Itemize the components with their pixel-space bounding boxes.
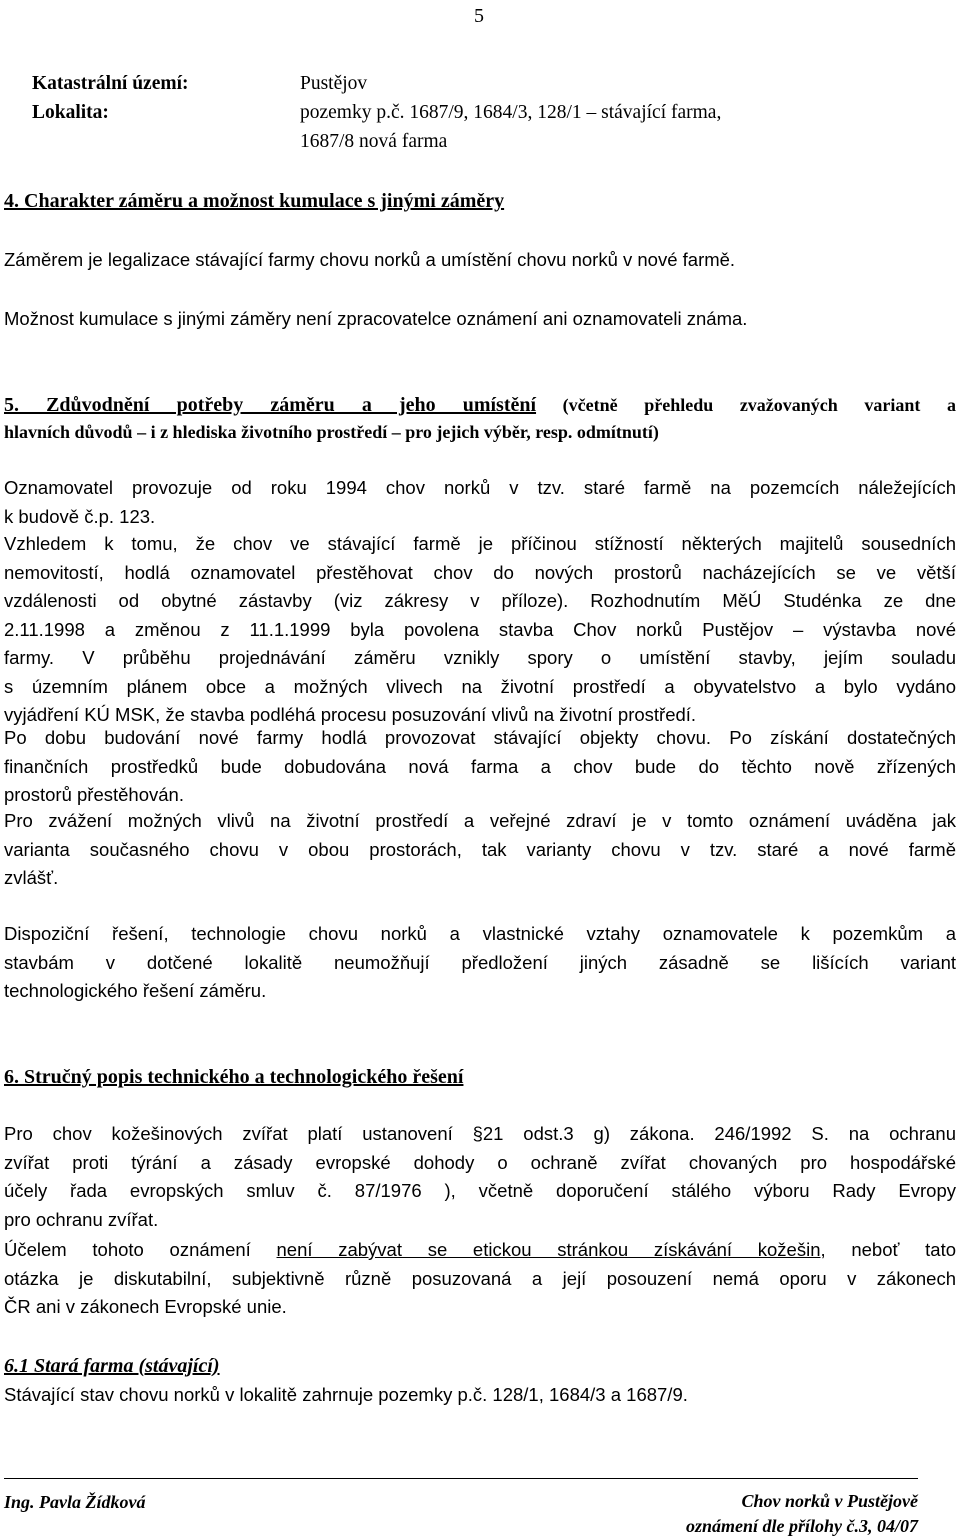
section-4-paragraph-2: Možnost kumulace s jinými záměry není zpracovatelce oznámení ani oznamovateli známa. (4, 308, 748, 329)
footer-author: Ing. Pavla Žídková (4, 1492, 146, 1512)
section-5-title-note: (včetně přehledu zvažovaných variant a (536, 395, 956, 415)
section-5-p3-line: Po dobu budování nové farmy hodlá provozovat stávající objekty chovu. Po získání dostatečných (4, 727, 956, 748)
section-5-p1-line1: Oznamovatel provozuje od roku 1994 chov norků v tzv. staré farmě na pozemcích náležejících (4, 477, 956, 498)
footer-title: Chov norků v Pustějově (741, 1491, 918, 1511)
section-6-p2-line: otázka je diskutabilní, subjektivně různě posuzovaná a její posouzení nemá oporu v zákonech (4, 1267, 956, 1289)
section-6-heading: 6. Stručný popis technického a technologického řešení (4, 1066, 464, 1088)
section-4-heading: 4. Charakter záměru a možnost kumulace s jinými záměry (4, 190, 505, 212)
section-6-p2-line1 (4, 1236, 956, 1265)
section-5-p5-line: Dispoziční řešení, technologie chovu norků a vlastnické vztahy oznamovatele k pozemkům a (4, 923, 956, 944)
meta-value-locality-line2: 1687/8 nová farma (300, 131, 448, 152)
section-6-p2-underlined: není zabývat se etickou stránkou získávání kožešin (276, 1239, 821, 1260)
meta-value-locality-line1: pozemky p.č. 1687/9, 1684/3, 128/1 – stávající farma, (300, 102, 722, 123)
section-6-p1-line: účely řada evropských smluv č. 87/1976 ), včetně doporučení stálého výboru Rady Evropy (4, 1180, 956, 1201)
section-5-p2-line: vzdálenosti od obytné zástavby (viz zákresy v příloze). Rozhodnutím MěÚ Studénka ze dne (4, 590, 956, 611)
section-6-p1-line: Pro chov kožešinových zvířat platí ustanovení §21 odst.3 g) zákona. 246/1992 S. na ochranu (4, 1123, 956, 1144)
section-5-paragraph-4 (4, 807, 956, 893)
section-6-paragraph-1 (4, 1120, 956, 1234)
section-4-paragraph-1: Záměrem je legalizace stávající farmy chovu norků a umístění chovu norků v nové farmě. (4, 249, 736, 270)
section-5-paragraph-5 (4, 920, 956, 1006)
section-5-p5-line: technologického řešení záměru. (4, 980, 267, 1001)
section-6-paragraph-2 (4, 1236, 956, 1322)
section-5-p2-line: Vzhledem k tomu, že chov ve stávající farmě je příčinou stížností některých majitelů sousedních (4, 533, 956, 554)
section-5-title-line2: hlavních důvodů – i z hlediska životního prostředí – pro jejich výběr, resp. odmítnutí) (4, 421, 659, 442)
section-5-paragraph-2 (4, 530, 956, 730)
section-5-p2-line: nemovitostí, hodlá oznamovatel přestěhovat chov do nových prostorů nacházejících se ve větší (4, 561, 956, 583)
section-5-paragraph-1 (4, 474, 956, 531)
section-6-p2-line: ČR ani v zákonech Evropské unie. (4, 1296, 287, 1317)
section-5-p2-line: 2.11.1998 a změnou z 11.1.1999 byla povolena stavba Chov norků Pustějov – výstavba nové (4, 618, 956, 640)
section-6-p2-end: , neboť tato (820, 1239, 957, 1260)
subsection-6-1-heading: 6.1 Stará farma (stávající) (4, 1355, 220, 1377)
section-5-p4-line: zvlášť. (4, 867, 59, 888)
section-5-p5-line: stavbám v dotčené lokalitě neumožňují předložení jiných zásadně se lišících variant (4, 951, 956, 973)
section-5-heading (4, 391, 956, 446)
footer-rule (4, 1478, 918, 1479)
section-6-p1-line: zvířat proti týrání a zásady evropské dohody o ochraně zvířat chovaných pro hospodářské (4, 1151, 956, 1173)
meta-label-cadastral: Katastrální území: (32, 73, 189, 94)
meta-label-locality: Lokalita: (32, 102, 109, 123)
section-5-p1-line2: k budově č.p. 123. (4, 505, 156, 527)
subsection-6-1-paragraph: Stávající stav chovu norků v lokalitě zahrnuje pozemky p.č. 128/1, 1684/3 a 1687/9. (4, 1384, 688, 1405)
section-6-p1-line: pro ochranu zvířat. (4, 1208, 159, 1230)
meta-value-cadastral: Pustějov (300, 73, 368, 94)
page-number: 5 (474, 5, 484, 27)
section-5-p4-line: varianta současného chovu v obou prostorách, tak varianty chovu v tzv. staré a nové farmě (4, 838, 956, 860)
section-5-title: 5. Zdůvodnění potřeby záměru a jeho umístění (4, 394, 537, 416)
section-5-p3-line: prostorů přestěhován. (4, 784, 184, 805)
section-5-p4-line: Pro zvážení možných vlivů na životní prostředí a veřejné zdraví je v tomto oznámení uváděna jak (4, 810, 956, 831)
section-5-p2-line: s územním plánem obce a možných vlivech na životní prostředí a obyvatelstvo a bylo vydáno (4, 675, 956, 697)
section-6-p2-start: Účelem tohoto oznámení (4, 1239, 277, 1260)
footer-subtitle: oznámení dle přílohy č.3, 04/07 (685, 1516, 918, 1536)
section-5-paragraph-3 (4, 724, 956, 810)
section-5-p2-line: farmy. V průběhu projednávání záměru vznikly spory o umístění stavby, jejím souladu (4, 647, 956, 668)
section-5-p3-line: finančních prostředků bude dobudována nová farma a chov bude do těchto nově zřízených (4, 755, 956, 777)
section-5-p2-line: vyjádření KÚ MSK, že stavba podléhá procesu posuzování vlivů na životní prostředí. (4, 704, 697, 725)
